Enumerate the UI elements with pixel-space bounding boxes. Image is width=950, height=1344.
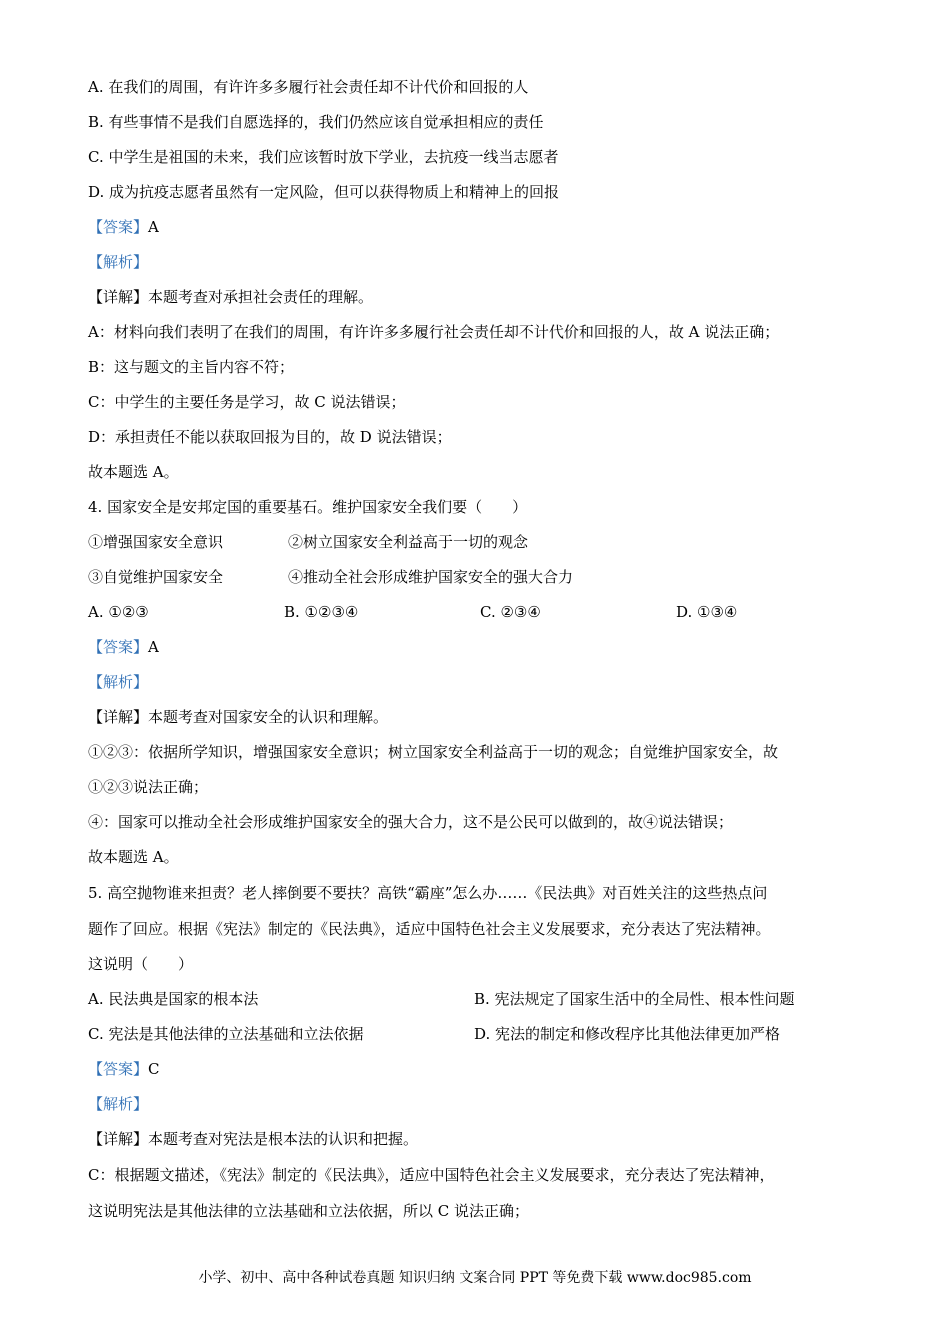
detail-tag: 【详解】 [88, 1130, 149, 1148]
q4-item-3: ③自觉维护国家安全 [88, 568, 224, 586]
q3-answer [88, 210, 878, 245]
q4-answer [88, 630, 878, 665]
q4-items-row-1 [88, 525, 878, 560]
detail-tag: 【详解】 [88, 708, 149, 726]
q5-choices-row-2 [88, 1017, 878, 1052]
q3-analysis [88, 245, 878, 280]
q3-explanation-d: D：承担责任不能以获取回报为目的，故 D 说法错误； [88, 428, 452, 446]
answer-value: A [148, 218, 159, 236]
q5-answer [88, 1052, 878, 1087]
analysis-tag: 【解析】 [88, 253, 149, 271]
q5-explanation-c: C：根据题文描述，《宪法》制定的《民法典》，适应中国特色社会主义发展要求，充分表达了宪法精神， [88, 1166, 775, 1184]
q4-choice-d: D. ①③④ [676, 603, 738, 621]
q4-detail [88, 700, 878, 735]
q4-explanation-1: ①②③：依据所学知识，增强国家安全意识；树立国家安全利益高于一切的观念；自觉维护国家安全，故 [88, 743, 779, 761]
answer-value: A [148, 638, 159, 656]
q3-option-d: D. 成为抗疫志愿者虽然有一定风险，但可以获得物质上和精神上的回报 [88, 183, 560, 201]
q4-stem: 4. 国家安全是安邦定国的重要基石。维护国家安全我们要（ ） [88, 498, 528, 516]
answer-tag: 【答案】 [88, 638, 149, 656]
q4-item-1: ①增强国家安全意识 [88, 533, 224, 551]
q3-explanation-b: B：这与题文的主旨内容不符； [88, 358, 295, 376]
q5-stem-line-2: 题作了回应。根据《宪法》制定的《民法典》，适应中国特色社会主义发展要求，充分表达了宪法精神。 [88, 920, 771, 938]
detail-tag: 【详解】 [88, 288, 149, 306]
q5-choice-d: D. 宪法的制定和修改程序比其他法律更加严格 [474, 1025, 781, 1043]
answer-tag: 【答案】 [88, 218, 149, 236]
q5-explanation-c-cont: 这说明宪法是其他法律的立法基础和立法依据，所以 C 说法正确； [88, 1202, 530, 1220]
detail-intro: 本题考查对承担社会责任的理解。 [148, 288, 374, 306]
q3-option-b: B. 有些事情不是我们自愿选择的，我们仍然应该自觉承担相应的责任 [88, 113, 544, 131]
q5-stem-line-1: 5. 高空抛物谁来担责？老人摔倒要不要扶？高铁“霸座”怎么办……《民法典》对百姓关注的这些热点问 [88, 884, 768, 902]
answer-tag: 【答案】 [88, 1060, 149, 1078]
q4-item-2: ②树立国家安全利益高于一切的观念 [288, 533, 529, 551]
q3-conclusion: 故本题选 A。 [88, 463, 179, 481]
q5-choice-a: A. 民法典是国家的根本法 [88, 990, 259, 1008]
q5-choice-c: C. 宪法是其他法律的立法基础和立法依据 [88, 1025, 364, 1043]
q5-stem-line-3: 这说明（ ） [88, 955, 194, 973]
q3-explanation-a: A：材料向我们表明了在我们的周围，有许许多多履行社会责任却不计代价和回报的人，故 A 说法正确； [88, 323, 780, 341]
analysis-tag: 【解析】 [88, 1095, 149, 1113]
q3-detail [88, 280, 878, 315]
q5-choice-b: B. 宪法规定了国家生活中的全局性、根本性问题 [474, 990, 795, 1008]
q4-explanation-1-cont: ①②③说法正确； [88, 778, 209, 796]
document-page [88, 70, 878, 1229]
q5-detail [88, 1122, 878, 1157]
q3-option-c: C. 中学生是祖国的未来，我们应该暂时放下学业，去抗疫一线当志愿者 [88, 148, 559, 166]
q4-items-row-2 [88, 560, 878, 595]
detail-intro: 本题考查对宪法是根本法的认识和把握。 [148, 1130, 419, 1148]
q4-explanation-2: ④：国家可以推动全社会形成维护国家安全的强大合力，这不是公民可以做到的，故④说法错误； [88, 813, 734, 831]
q4-choices [88, 595, 878, 630]
analysis-tag: 【解析】 [88, 673, 149, 691]
q5-choices-row-1 [88, 982, 878, 1017]
q4-conclusion: 故本题选 A。 [88, 848, 179, 866]
q4-analysis [88, 665, 878, 700]
q4-choice-a: A. ①②③ [88, 603, 149, 621]
footer-link[interactable]: 小学、初中、高中各种试卷真题 知识归纳 文案合同 PPT 等免费下载 www.doc985.com [198, 1270, 752, 1286]
q5-analysis [88, 1087, 878, 1122]
q4-choice-c: C. ②③④ [480, 603, 541, 621]
detail-intro: 本题考查对国家安全的认识和理解。 [148, 708, 389, 726]
q4-choice-b: B. ①②③④ [284, 603, 359, 621]
q3-explanation-c: C：中学生的主要任务是学习，故 C 说法错误； [88, 393, 406, 411]
q4-item-4: ④推动全社会形成维护国家安全的强大合力 [288, 568, 574, 586]
q3-option-a: A. 在我们的周围，有许许多多履行社会责任却不计代价和回报的人 [88, 78, 529, 96]
answer-value: C [148, 1060, 160, 1078]
